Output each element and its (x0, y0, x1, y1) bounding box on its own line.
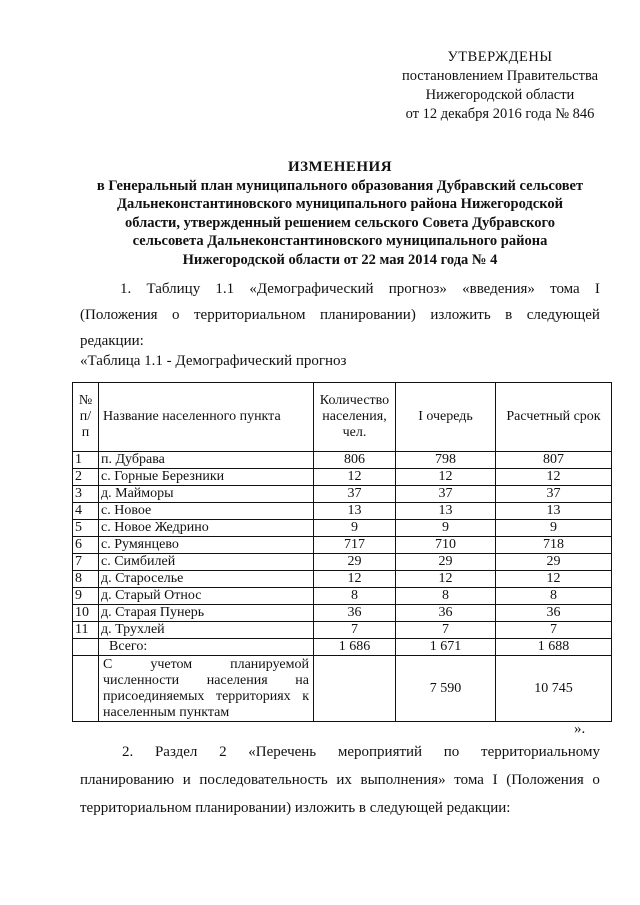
heading-line: Нижегородской области от 22 мая 2014 года № 4 (182, 251, 498, 268)
table-row (73, 605, 612, 622)
cell-num: 8 (73, 571, 99, 588)
header-population: Количество населения, чел. (314, 383, 396, 452)
cell-name: д. Старая Пунерь (99, 605, 314, 622)
cell-population: 8 (314, 588, 396, 605)
cell-queue1: 8 (396, 588, 496, 605)
word: территориальном планировании) изложить в следующей редакции: (80, 800, 511, 816)
paragraph-line (80, 794, 600, 822)
approval-title: УТВЕРЖДЕНЫ (447, 49, 553, 65)
table-row (73, 486, 612, 503)
table-row (73, 571, 612, 588)
approval-line-2: постановлением Правительства (401, 68, 599, 84)
cell-estimated: 36 (496, 605, 612, 622)
cell-name: д. Староселье (99, 571, 314, 588)
cell-estimated: 13 (496, 503, 612, 520)
table-row (73, 469, 612, 486)
cell-name: д. Майморы (99, 486, 314, 503)
demographic-forecast-table (72, 382, 612, 722)
cell-population: 12 (314, 571, 396, 588)
word: о (592, 772, 600, 788)
cell-num: 3 (73, 486, 99, 503)
word: территориальном (194, 307, 306, 323)
word: по (443, 744, 460, 760)
cell-num: 11 (73, 622, 99, 639)
cell-name: с. Новое (99, 503, 314, 520)
word: тома (454, 772, 484, 788)
paragraph-number: 2. (122, 744, 134, 760)
paragraph-number: 1. (120, 281, 132, 297)
table-row (73, 588, 612, 605)
table-row (73, 520, 612, 537)
cell-queue1: 36 (396, 605, 496, 622)
header-estimated: Расчетный срок (496, 383, 612, 452)
cell-num: 10 (73, 605, 99, 622)
table-row (73, 503, 612, 520)
cell-queue1: 798 (396, 452, 496, 469)
cell-queue1: 13 (396, 503, 496, 520)
cell-population (314, 656, 396, 722)
approval-block (380, 48, 620, 124)
heading-line: в Генеральный план муниципального образования Дубравский сельсовет (96, 177, 584, 194)
approval-line-3: Нижегородской области (425, 87, 575, 103)
word: следующей (526, 307, 600, 323)
word: в (505, 307, 513, 323)
cell-population: 36 (314, 605, 396, 622)
cell-queue1: 37 (396, 486, 496, 503)
word: тома (550, 281, 580, 297)
word: прогноз» (388, 281, 447, 297)
cell-num: 4 (73, 503, 99, 520)
word: планированию (80, 772, 175, 788)
cell-num: 1 (73, 452, 99, 469)
cell-estimated: 8 (496, 588, 612, 605)
heading-line: сельсовета Дальнеконстантиновского муниципального района (132, 233, 548, 249)
cell-num: 6 (73, 537, 99, 554)
cell-queue1: 7 (396, 622, 496, 639)
header-name: Название населенного пункта (99, 383, 314, 452)
total-queue1: 1 671 (396, 639, 496, 656)
word: «Демографический (249, 281, 374, 297)
word: мероприятий (337, 744, 423, 760)
cell-num: 2 (73, 469, 99, 486)
word: планировании) (319, 307, 416, 323)
cell-num (73, 639, 99, 656)
paragraph-2 (80, 738, 600, 822)
word: I (492, 772, 498, 788)
word: (Положения (80, 307, 158, 323)
word: Таблицу (146, 281, 201, 297)
cell-estimated: 9 (496, 520, 612, 537)
cell-population: 9 (314, 520, 396, 537)
cell-estimated: 37 (496, 486, 612, 503)
word: и (182, 772, 191, 788)
cell-population: 13 (314, 503, 396, 520)
word: изложить (430, 307, 491, 323)
word: (Положения (506, 772, 584, 788)
cell-estimated: 29 (496, 554, 612, 571)
cell-num (73, 656, 99, 722)
cell-name: с. Горные Березники (99, 469, 314, 486)
word: «введения» (462, 281, 535, 297)
cell-queue1: 12 (396, 469, 496, 486)
document-heading (70, 158, 610, 269)
cell-name: д. Старый Относ (99, 588, 314, 605)
table-row (73, 537, 612, 554)
table-closing-quote: ». (574, 721, 586, 737)
header-queue1: I очередь (396, 383, 496, 452)
total-population: 1 686 (314, 639, 396, 656)
word: I (594, 281, 600, 297)
cell-population: 12 (314, 469, 396, 486)
cell-estimated: 718 (496, 537, 612, 554)
cell-num: 5 (73, 520, 99, 537)
paragraph-line (80, 766, 600, 794)
word: «Перечень (248, 744, 317, 760)
table-caption: «Таблица 1.1 - Демографический прогноз (80, 353, 347, 369)
cell-population: 7 (314, 622, 396, 639)
cell-population: 717 (314, 537, 396, 554)
cell-name: с. Румянцево (99, 537, 314, 554)
note-estimated: 10 745 (496, 656, 612, 722)
word: Раздел (154, 744, 198, 760)
word: 1.1 (215, 281, 235, 297)
note-queue1: 7 590 (396, 656, 496, 722)
paragraph-line (80, 276, 600, 302)
note-label: С учетом планируемой численности населения на присоединяемых территориях к населенным пунктам (99, 656, 314, 722)
heading-title: ИЗМЕНЕНИЯ (287, 159, 393, 175)
word: о (172, 307, 180, 323)
cell-population: 29 (314, 554, 396, 571)
cell-estimated: 807 (496, 452, 612, 469)
cell-estimated: 12 (496, 469, 612, 486)
word: их (336, 772, 352, 788)
header-num: № п/п (73, 383, 99, 452)
approval-line-4: от 12 декабря 2016 года № 846 (405, 106, 595, 122)
cell-name: с. Новое Жедрино (99, 520, 314, 537)
total-estimated: 1 688 (496, 639, 612, 656)
word: 2 (219, 744, 227, 760)
table-note-row (73, 656, 612, 722)
word: последовательность (199, 772, 328, 788)
paragraph-line (80, 738, 600, 766)
cell-queue1: 9 (396, 520, 496, 537)
cell-name: д. Трухлей (99, 622, 314, 639)
word: редакции: (80, 333, 144, 349)
cell-num: 9 (73, 588, 99, 605)
word: выполнения» (360, 772, 446, 788)
table-row (73, 554, 612, 571)
heading-line: области, утвержденный решением сельского Совета Дубравского (124, 214, 556, 231)
paragraph-1 (80, 276, 600, 354)
table-total-row (73, 639, 612, 656)
table-row (73, 622, 612, 639)
cell-num: 7 (73, 554, 99, 571)
table-row (73, 452, 612, 469)
cell-population: 806 (314, 452, 396, 469)
cell-name: с. Симбилей (99, 554, 314, 571)
total-label: Всего: (99, 639, 314, 656)
cell-name: п. Дубрава (99, 452, 314, 469)
paragraph-line (80, 302, 600, 328)
cell-queue1: 29 (396, 554, 496, 571)
cell-queue1: 710 (396, 537, 496, 554)
cell-queue1: 12 (396, 571, 496, 588)
table-header-row (73, 383, 612, 452)
cell-population: 37 (314, 486, 396, 503)
cell-estimated: 12 (496, 571, 612, 588)
word: территориальному (481, 744, 600, 760)
cell-estimated: 7 (496, 622, 612, 639)
heading-line: Дальнеконстантиновского муниципального района Нижегородской (117, 196, 563, 212)
